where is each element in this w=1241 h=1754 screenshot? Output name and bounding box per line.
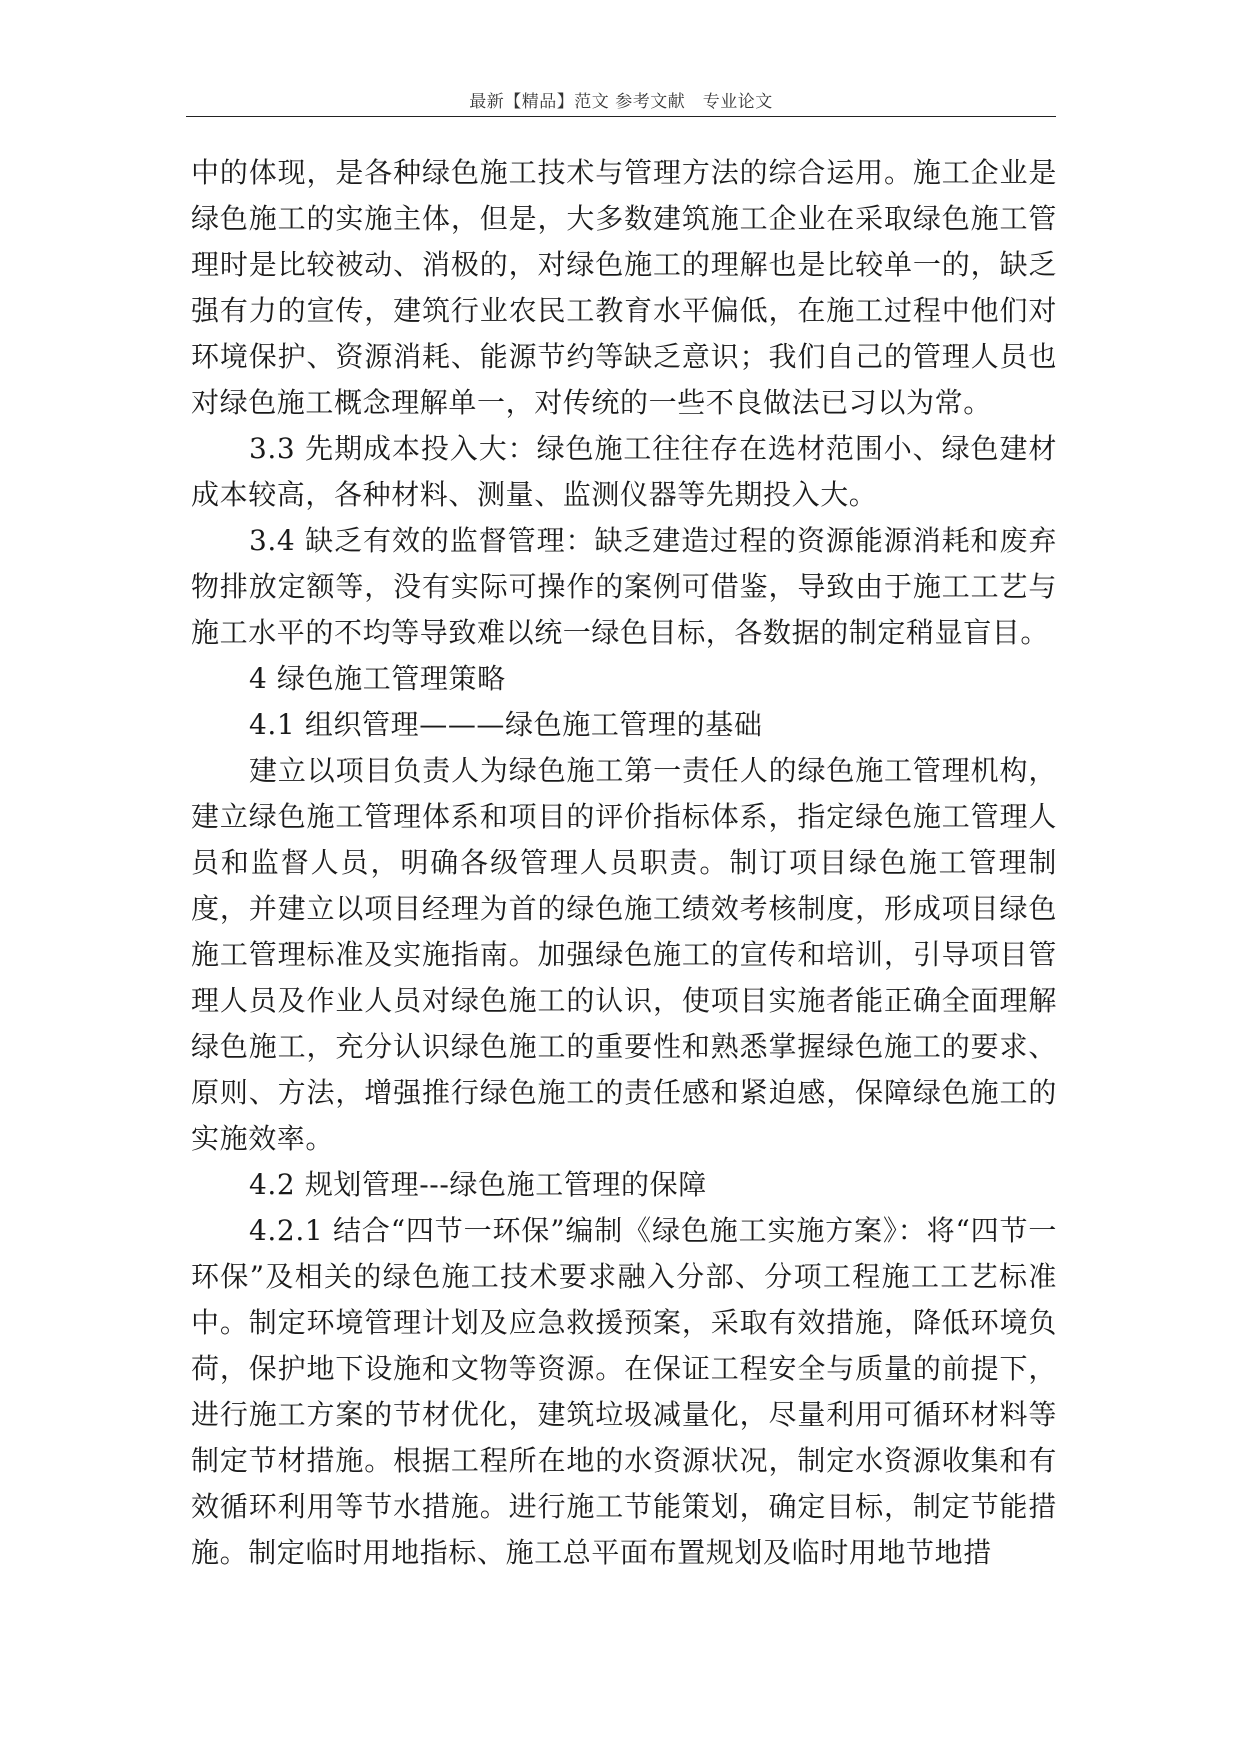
paragraph-green-construction-awareness: 中的体现，是各种绿色施工技术与管理方法的综合运用。施工企业是绿色施工的实施主体，但是，大多数建筑施工企业在采取绿色施工管理时是比较被动、消极的，对绿色施工的理解也是比较单一的，缺乏强有力的宣传，建筑行业农民工教育水平偏低，在施工过程中他们对环境保护、资源消耗、能源节约等缺乏意识；我们自己的管理人员也对绿色施工概念理解单一，对传统的一些不良做法已习以为常。 xyxy=(191,156,1057,419)
document-body xyxy=(191,150,1057,1576)
section-heading-4-2: 4.2 规划管理---绿色施工管理的保障 xyxy=(249,1168,707,1201)
paragraph-section-3-3: 3.3 先期成本投入大：绿色施工往往存在选材范围小、绿色建材成本较高，各种材料、测量、监测仪器等先期投入大。 xyxy=(191,432,1057,511)
page-header: 最新【精品】范文 参考文献 专业论文 xyxy=(469,92,773,112)
paragraph-organization-management: 建立以项目负责人为绿色施工第一责任人的绿色施工管理机构，建立绿色施工管理体系和项目的评价指标体系，指定绿色施工管理人员和监督人员，明确各级管理人员职责。制订项目绿色施工管理制度，并建立以项目经理为首的绿色施工绩效考核制度，形成项目绿色施工管理标准及实施指南。加强绿色施工的宣传和培训，引导项目管理人员及作业人员对绿色施工的认识，使项目实施者能正确全面理解绿色施工，充分认识绿色施工的重要性和熟悉掌握绿色施工的要求、原则、方法，增强推行绿色施工的责任感和紧迫感，保障绿色施工的实施效率。 xyxy=(191,754,1057,1155)
header-divider xyxy=(186,116,1056,117)
section-heading-4: 4 绿色施工管理策略 xyxy=(249,662,506,695)
paragraph-section-3-4: 3.4 缺乏有效的监督管理：缺乏建造过程的资源能源消耗和废弃物排放定额等，没有实际可操作的案例可借鉴，导致由于施工工艺与施工水平的不均等导致难以统一绿色目标，各数据的制定稍显盲目。 xyxy=(191,524,1057,649)
section-heading-4-1: 4.1 组织管理———绿色施工管理的基础 xyxy=(249,708,763,741)
paragraph-section-4-2-1: 4.2.1 结合“四节一环保”编制《绿色施工实施方案》：将“四节一环保”及相关的绿色施工技术要求融入分部、分项工程施工工艺标准中。制定环境管理计划及应急救援预案，采取有效措施，降低环境负荷，保护地下设施和文物等资源。在保证工程安全与质量的前提下，进行施工方案的节材优化，建筑垃圾减量化，尽量利用可循环材料等制定节材措施。根据工程所在地的水资源状况，制定水资源收集和有效循环利用等节水措施。进行施工节能策划，确定目标，制定节能措施。制定临时用地指标、施工总平面布置规划及临时用地节地措 xyxy=(191,1214,1057,1569)
